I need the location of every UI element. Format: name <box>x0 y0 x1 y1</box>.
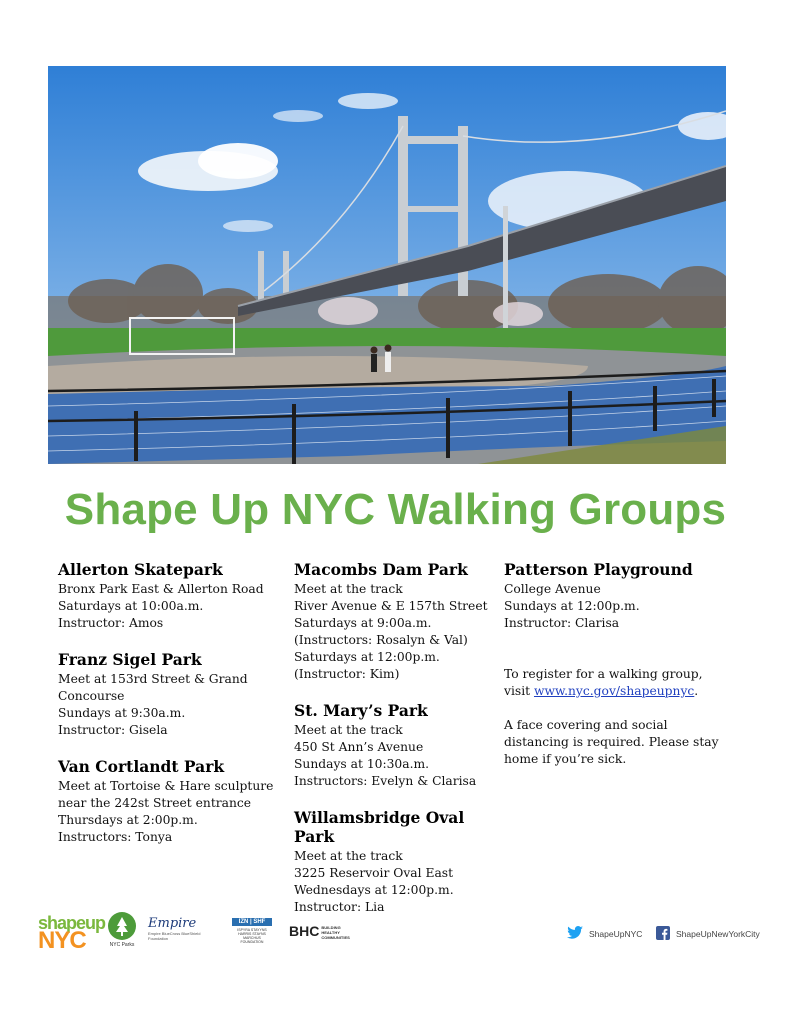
park-address: near the 242st Street entrance <box>58 796 252 810</box>
park-instructor: Instructor: Lia <box>294 900 385 914</box>
facebook-icon <box>656 926 670 942</box>
park-name: Willamsbridge Oval Park <box>294 808 465 846</box>
facebook-handle[interactable] <box>656 926 760 942</box>
nyc-parks-label: NYC Parks <box>109 942 135 948</box>
hero-photo <box>48 66 726 464</box>
shapeup-logo-top: shapeup <box>38 913 106 933</box>
park-instructor: (Instructor: Kim) <box>294 667 400 681</box>
park-instructor: (Instructors: Rosalyn & Val) <box>294 633 468 647</box>
park-address: River Avenue & E 157th Street <box>294 599 488 613</box>
park-meeting-point: Meet at Tortoise & Hare sculpture <box>58 779 274 793</box>
twitter-handle[interactable] <box>567 926 642 941</box>
empire-sub-label: Empire BlueCross BlueShield Foundation <box>148 931 201 941</box>
izn-sub-label: ISPYRA STAYYNS HARRIS STAYNS MARCHUS FOUNDATION <box>237 928 267 944</box>
park-meeting-point: Meet at the track <box>294 849 403 863</box>
park-name: Patterson Playground <box>504 560 693 579</box>
leaf-icon <box>108 912 136 940</box>
column-right <box>504 560 734 768</box>
bhc-sub-label: BUILDING HEALTHY COMMUNITIES <box>321 924 350 940</box>
park-name: Macombs Dam Park <box>294 560 468 579</box>
park-schedule: Thursdays at 2:00p.m. <box>58 813 198 827</box>
park-allerton <box>58 560 278 632</box>
bhc-logo <box>289 923 351 940</box>
nyc-parks-logo <box>104 912 140 948</box>
empire-foundation-logo <box>148 916 218 941</box>
facebook-label: ShapeUpNewYorkCity <box>676 929 760 939</box>
park-address: Bronx Park East & Allerton Road <box>58 582 264 596</box>
shapeup-logo-bottom: NYC <box>38 927 86 954</box>
park-van-cortlandt <box>58 757 278 846</box>
park-instructor: Instructors: Evelyn & Clarisa <box>294 774 477 788</box>
park-name: St. Mary’s Park <box>294 701 428 720</box>
park-patterson-playground <box>504 560 734 632</box>
izn-label: IZN | SHF <box>232 918 272 926</box>
twitter-label: ShapeUpNYC <box>589 928 643 939</box>
park-schedule: Saturdays at 9:00a.m. <box>294 616 432 630</box>
park-name: Franz Sigel Park <box>58 650 202 669</box>
shapeup-nyc-logo <box>38 913 106 954</box>
park-address: 3225 Reservoir Oval East <box>294 866 454 880</box>
page-title: Shape Up NYC Walking Groups <box>64 485 727 534</box>
empire-label: Empire <box>148 916 197 931</box>
park-schedule: Saturdays at 10:00a.m. <box>58 599 204 613</box>
park-address: Meet at 153rd Street & Grand Concourse <box>58 672 248 703</box>
register-link[interactable]: www.nyc.gov/shapeupnyc <box>533 684 695 698</box>
register-text: To register for a walking group, <box>504 667 703 681</box>
park-instructor: Instructors: Tonya <box>58 830 173 844</box>
izn-shf-logo <box>232 918 272 944</box>
park-schedule: Wednesdays at 12:00p.m. <box>294 883 454 897</box>
park-meeting-point: Meet at the track <box>294 723 403 737</box>
park-franz-sigel <box>58 650 278 739</box>
safety-notice: A face covering and social distancing is required. Please stay home if you’re sick. <box>504 718 719 766</box>
park-instructor: Instructor: Amos <box>58 616 164 630</box>
register-visit-text: visit <box>504 684 534 698</box>
park-williamsbridge-oval <box>294 808 509 916</box>
park-instructor: Instructor: Clarisa <box>504 616 620 630</box>
park-schedule: Saturdays at 12:00p.m. <box>294 650 440 664</box>
park-address: College Avenue <box>504 582 601 596</box>
park-macombs-dam <box>294 560 509 683</box>
park-name: Van Cortlandt Park <box>58 757 225 776</box>
park-meeting-point: Meet at the track <box>294 582 403 596</box>
park-schedule: Sundays at 9:30a.m. <box>58 706 186 720</box>
register-period: . <box>694 684 699 698</box>
park-schedule: Sundays at 10:30a.m. <box>294 757 430 771</box>
twitter-icon <box>567 926 583 941</box>
park-schedule: Sundays at 12:00p.m. <box>504 599 640 613</box>
column-middle <box>294 560 509 934</box>
park-address: 450 St Ann’s Avenue <box>294 740 424 754</box>
bhc-label: BHC <box>289 923 320 939</box>
sponsor-footer <box>0 908 791 958</box>
park-instructor: Instructor: Gisela <box>58 723 168 737</box>
register-info <box>504 666 734 700</box>
register-link-line <box>504 683 734 700</box>
park-st-marys <box>294 701 509 790</box>
park-name: Allerton Skatepark <box>58 560 223 579</box>
column-left <box>58 560 278 864</box>
